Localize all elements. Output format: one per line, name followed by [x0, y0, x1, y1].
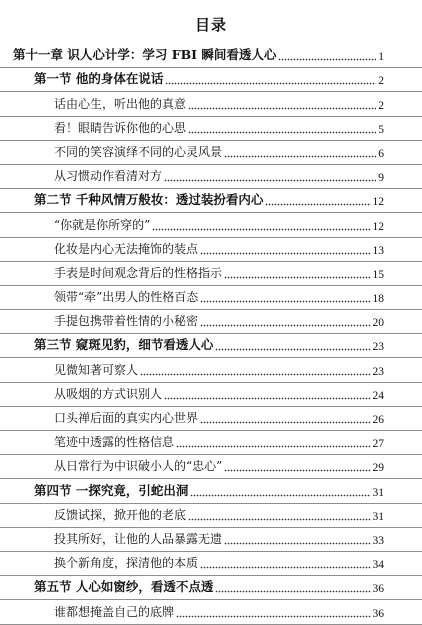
toc-entry-sub[interactable]	[0, 213, 422, 237]
dot-leader	[278, 58, 376, 61]
toc-entry-title: 第三节 窥斑见豹，细节看透人心	[34, 337, 214, 353]
toc-entry-sub[interactable]	[0, 238, 422, 262]
toc-entry-title: 手提包携带着性情的小秘密	[54, 314, 199, 329]
dot-leader	[200, 324, 370, 327]
toc-entry-title: 领带“牵”出男人的性格百态	[54, 290, 199, 305]
dot-leader	[140, 373, 370, 376]
toc-entry-title: 从吸烟的方式识别人	[54, 386, 163, 401]
toc-entry-page-number: 20	[372, 317, 384, 330]
toc-entry-sub[interactable]	[0, 92, 422, 116]
dot-leader	[164, 179, 376, 182]
toc-entry-page-number: 33	[372, 534, 384, 547]
toc-entry-page-number: 36	[372, 607, 384, 620]
toc-entry-sub[interactable]	[0, 552, 422, 576]
toc-entry-page-number: 12	[372, 196, 384, 209]
toc-entry-sub[interactable]	[0, 286, 422, 310]
toc-entry-title: 话由心生，听出他的真意	[54, 96, 187, 111]
toc-entry-page-number: 29	[372, 462, 384, 475]
toc-entry-page-number: 13	[372, 244, 384, 257]
toc-entry-sub[interactable]	[0, 262, 422, 286]
dot-leader	[215, 348, 370, 351]
toc-entry-sub[interactable]	[0, 310, 422, 334]
toc-entry-title: 第四节 一探究竟，引蛇出洞	[34, 482, 189, 498]
dot-leader	[200, 300, 370, 303]
toc-entry-page-number: 6	[378, 147, 384, 160]
toc-entry-page-number: 36	[372, 583, 384, 596]
toc-entry-page-number: 26	[372, 414, 384, 426]
toc-entry-title: 笔迹中透露的性格信息	[54, 435, 175, 450]
toc-entry-section[interactable]	[0, 189, 422, 213]
dot-leader	[176, 615, 370, 618]
toc-entry-section[interactable]	[0, 334, 422, 358]
toc-entry-page-number: 34	[372, 559, 384, 572]
toc-entry-title: 从日常行为中识破小人的“忠心”	[54, 459, 223, 474]
toc-entry-page-number: 27	[372, 438, 384, 451]
toc-entry-title: 不同的笑容演绎不同的心灵风景	[54, 144, 223, 159]
toc-entry-sub[interactable]	[0, 383, 422, 407]
toc-entry-title: 看！眼睛告诉你他的心思	[54, 120, 187, 135]
dot-leader	[200, 566, 370, 569]
toc-entry-title: 换个新角度，探清他的本质	[54, 556, 199, 571]
toc-entry-title: 化妆是内心无法掩饰的装点	[54, 241, 199, 256]
toc-entry-title: 谁都想掩盖自己的底牌	[54, 604, 175, 619]
toc-entry-page-number: 31	[372, 510, 384, 523]
toc-entry-sub[interactable]	[0, 165, 422, 189]
toc-entry-sub[interactable]	[0, 117, 422, 141]
toc-entry-page-number: 2	[378, 75, 384, 88]
toc-entry-sub[interactable]	[0, 600, 422, 624]
dot-leader	[188, 107, 376, 110]
toc-entry-page-number: 18	[372, 293, 384, 306]
toc-entry-title: 反馈试探，掀开他的老底	[54, 507, 187, 522]
toc-entry-sub[interactable]	[0, 358, 422, 382]
toc-entry-section[interactable]	[0, 68, 422, 92]
toc-list	[0, 44, 422, 625]
toc-entry-title: 从习惯动作看清对方	[54, 169, 163, 184]
dot-leader	[165, 82, 376, 85]
toc-entry-page-number: 12	[372, 220, 384, 233]
dot-leader	[190, 494, 370, 497]
toc-entry-sub[interactable]	[0, 455, 422, 479]
toc-entry-sub[interactable]	[0, 528, 422, 552]
toc-entry-page-number: 31	[372, 486, 384, 499]
dot-leader	[200, 252, 370, 255]
toc-entry-page-number: 1	[378, 51, 384, 64]
toc-entry-title: 口头禅后面的真实内心世界	[54, 411, 199, 425]
toc-entry-page-number: 2	[378, 99, 384, 112]
toc-entry-title: 手表是时间观念背后的性格指示	[54, 265, 223, 280]
toc-entry-title: 见微知著可察人	[54, 362, 139, 377]
toc-entry-section[interactable]	[0, 576, 422, 600]
toc-entry-sub[interactable]	[0, 504, 422, 528]
toc-entry-page-number: 15	[372, 268, 384, 281]
dot-leader	[164, 397, 370, 400]
dot-leader	[188, 131, 376, 134]
toc-entry-page-number: 23	[372, 365, 384, 378]
toc-entry-title: 第一节 他的身体在说话	[34, 71, 164, 87]
toc-entry-page-number: 5	[378, 123, 384, 136]
dot-leader	[200, 421, 370, 424]
toc-entry-sub[interactable]	[0, 431, 422, 455]
toc-entry-title: 第十一章 识人心计学：学习 FBI 瞬间看透人心	[13, 47, 277, 63]
toc-entry-title: 第五节 人心如窗纱，看透不点透	[34, 579, 214, 595]
toc-entry-title: “你就是你所穿的”	[54, 217, 151, 232]
dot-leader	[224, 276, 370, 279]
dot-leader	[224, 155, 376, 158]
dot-leader	[265, 203, 370, 206]
toc-entry-sub[interactable]	[0, 407, 422, 431]
toc-entry-page-number: 9	[378, 172, 384, 185]
toc-title: 目录	[194, 16, 227, 34]
dot-leader	[215, 590, 370, 593]
toc-entry-chapter[interactable]	[0, 44, 422, 68]
toc-entry-page-number: 23	[372, 341, 384, 354]
toc-entry-sub[interactable]	[0, 141, 422, 165]
dot-leader	[152, 228, 370, 231]
dot-leader	[188, 518, 370, 521]
toc-entry-page-number: 24	[372, 389, 384, 402]
toc-entry-title: 第二节 千种风情万般妆：透过装扮看内心	[34, 192, 264, 208]
dot-leader	[224, 542, 370, 545]
dot-leader	[224, 469, 370, 472]
toc-entry-section[interactable]	[0, 479, 422, 503]
dot-leader	[176, 445, 370, 448]
toc-entry-title: 投其所好，让他的人品暴露无遗	[54, 531, 223, 546]
